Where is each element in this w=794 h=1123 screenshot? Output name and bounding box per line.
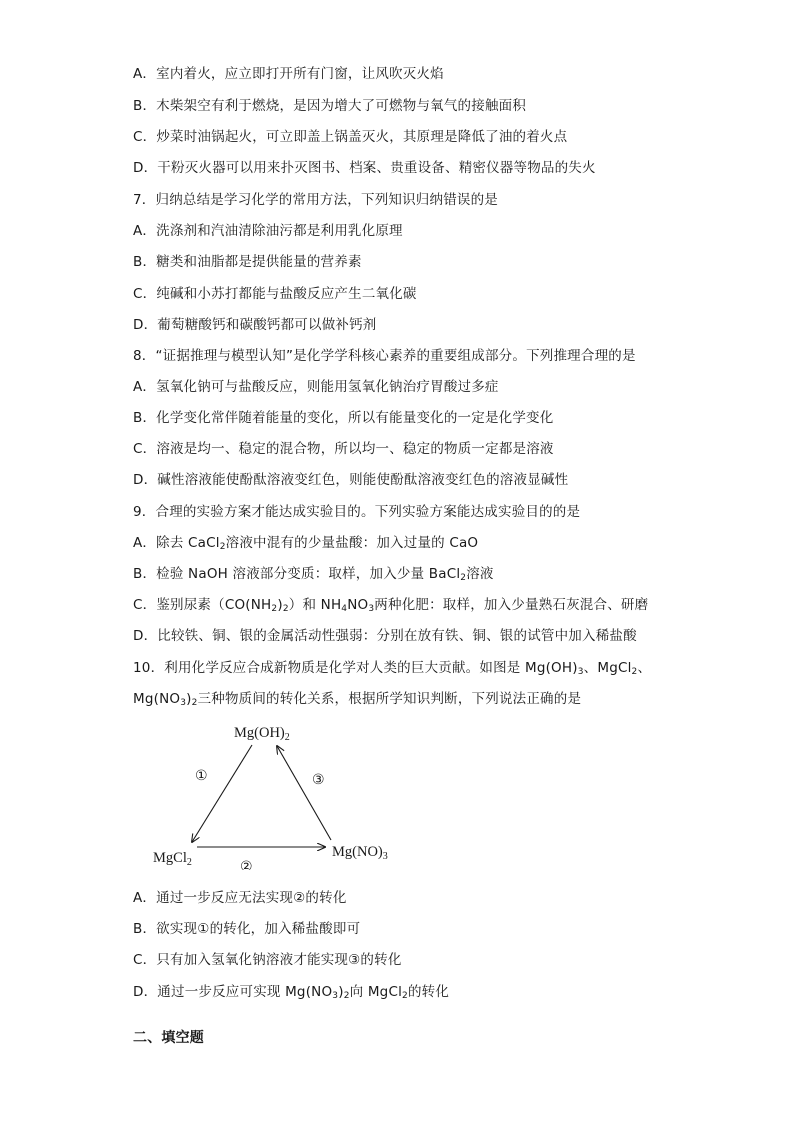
label-circled-3: ③ xyxy=(312,772,325,788)
node-mg-oh-2: $Mg(OH)_2$ xyxy=(234,725,290,743)
arrow-1 xyxy=(192,745,252,842)
q10-option-d: D．通过一步反应可实现 $Mg(NO_3)_2$向 MgCl$_2$的转化 xyxy=(133,984,450,1001)
conversion-diagram xyxy=(145,720,405,870)
q6-option-c: C．炒菜时油锅起火，可立即盖上锅盖灭火，其原理是降低了油的着火点 xyxy=(133,129,568,145)
q10-option-b: B．欲实现①的转化，加入稀盐酸即可 xyxy=(133,921,361,937)
q6-option-d: D．干粉灭火器可以用来扑灭图书、档案、贵重设备、精密仪器等物品的失火 xyxy=(133,160,596,176)
q10-option-c: C．只有加入氢氧化钠溶液才能实现③的转化 xyxy=(133,952,402,968)
q9-option-d: D．比较铁、铜、银的金属活动性强弱：分别在放有铁、铜、银的试管中加入稀盐酸 xyxy=(133,628,637,644)
section-heading-fill-in: 二、填空题 xyxy=(133,1030,204,1046)
q7-option-a: A．洗涤剂和汽油清除油污都是利用乳化原理 xyxy=(133,223,403,239)
q6-option-a: A．室内着火，应立即打开所有门窗，让风吹灭火焰 xyxy=(133,66,444,82)
label-circled-1: ① xyxy=(195,768,208,784)
q8-option-b: B．化学变化常伴随着能量的变化，所以有能量变化的一定是化学变化 xyxy=(133,410,554,426)
label-circled-2: ② xyxy=(240,859,253,870)
q6-option-b: B．木柴架空有利于燃烧，是因为增大了可燃物与氧气的接触面积 xyxy=(133,98,527,114)
q9-option-a: A．除去 CaCl$_2$溶液中混有的少量盐酸：加入过量的 CaO xyxy=(133,535,479,552)
q10-stem-line1: 10．利用化学反应合成新物质是化学对人类的巨大贡献。如图是 $Mg(OH)_3$、MgCl$_2$、 xyxy=(133,660,652,677)
q8-stem: 8．“证据推理与模型认知”是化学学科核心素养的重要组成部分。下列推理合理的是 xyxy=(133,348,636,364)
q8-option-a: A．氢氧化钠可与盐酸反应，则能用氢氧化钠治疗胃酸过多症 xyxy=(133,379,499,395)
q9-option-b: B．检验 NaOH 溶液部分变质：取样，加入少量 BaCl$_2$溶液 xyxy=(133,566,494,583)
q9-option-c: C．鉴别尿素$(CO(NH_2)_2)$和 $NH_4NO_3$两种化肥：取样，加入少量熟石灰混合、研磨 xyxy=(133,597,649,614)
q7-option-b: B．糖类和油脂都是提供能量的营养素 xyxy=(133,254,362,270)
q7-option-d: D．葡萄糖酸钙和碳酸钙都可以做补钙剂 xyxy=(133,317,377,333)
q7-option-c: C．纯碱和小苏打都能与盐酸反应产生二氧化碳 xyxy=(133,286,417,302)
arrow-3 xyxy=(277,746,331,840)
q7-stem: 7．归纳总结是学习化学的常用方法，下列知识归纳错误的是 xyxy=(133,192,498,208)
q9-stem: 9．合理的实验方案才能达成实验目的。下列实验方案能达成实验目的的是 xyxy=(133,504,581,520)
q10-option-a: A．通过一步反应无法实现②的转化 xyxy=(133,890,347,906)
q8-option-c: C．溶液是均一、稳定的混合物，所以均一、稳定的物质一定都是溶液 xyxy=(133,441,554,457)
q8-option-d: D．碱性溶液能使酚酞溶液变红色，则能使酚酞溶液变红色的溶液显碱性 xyxy=(133,472,569,488)
node-mgcl2: MgCl$_2$ xyxy=(153,850,192,868)
q10-stem-line2: $Mg(NO_3)_2$三种物质间的转化关系，根据所学知识判断，下列说法正确的是 xyxy=(133,691,582,708)
node-mg-no3: $Mg(NO)_3$ xyxy=(332,844,388,862)
